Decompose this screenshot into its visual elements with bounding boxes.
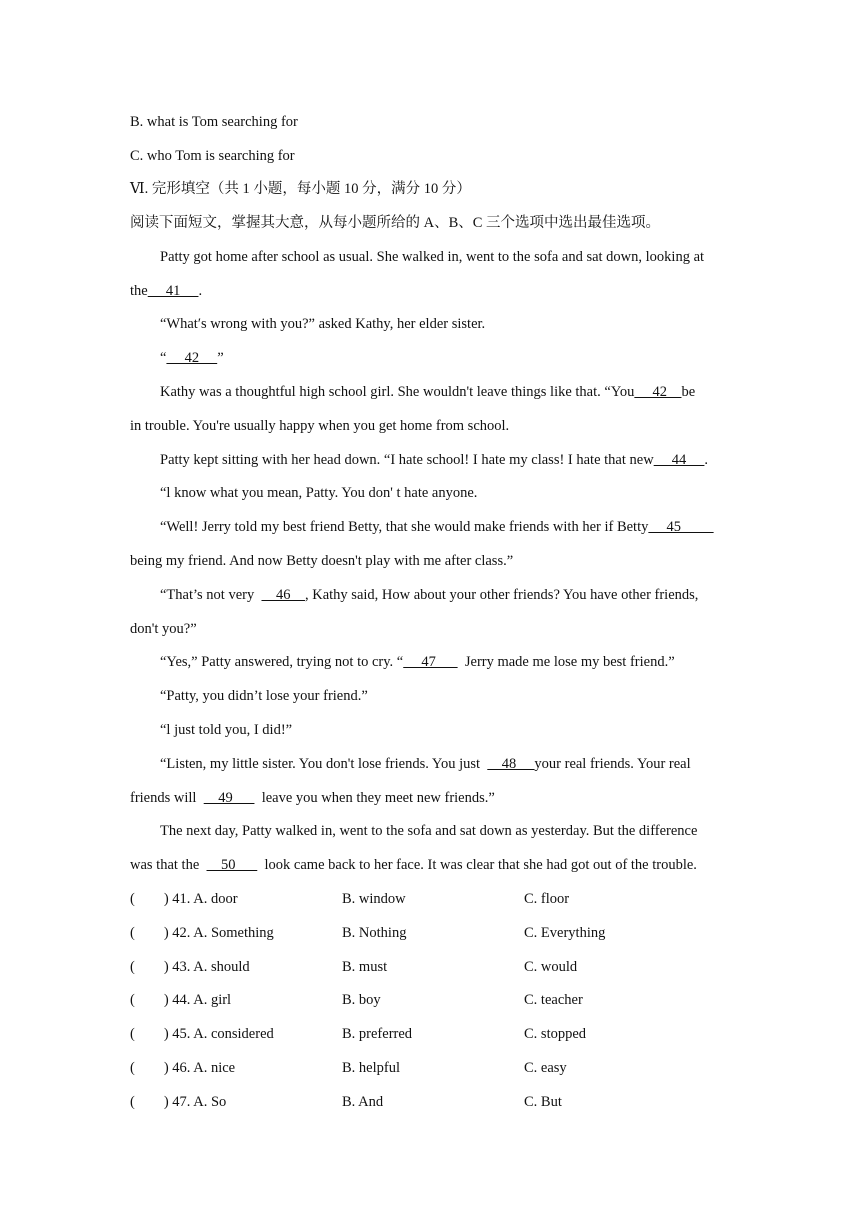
passage-text: was that the <box>130 857 207 873</box>
blank-49: 49 <box>203 790 255 806</box>
passage-text: the <box>130 283 148 299</box>
question-row <box>130 990 730 1010</box>
blank-41: 41 <box>147 283 199 299</box>
question-row <box>130 923 730 943</box>
question-option-b: B. must <box>342 959 388 975</box>
question-option-b: B. preferred <box>342 1026 413 1042</box>
question-option-b: B. Nothing <box>342 925 407 941</box>
blank-47: 47 <box>403 654 458 670</box>
passage-line: “What′s wrong with you?” asked Kathy, her elder sister. <box>160 316 486 332</box>
passage-text: “Yes,” Patty answered, trying not to cry. “ <box>160 654 404 670</box>
blank-48: 48 <box>487 756 535 772</box>
passage-text: leave you when they meet new friends.” <box>254 790 495 806</box>
question-option-c: C. teacher <box>524 992 583 1008</box>
passage-text: be <box>681 384 696 400</box>
question-option-c: C. easy <box>524 1060 567 1076</box>
passage-text: “That’s not very <box>160 587 262 603</box>
passage-line <box>130 855 730 875</box>
question-option-c: C. would <box>524 959 578 975</box>
question-row <box>130 957 730 977</box>
passage-line <box>160 450 730 470</box>
passage-line: The next day, Patty walked in, went to the sofa and sat down as yesterday. But the difference <box>160 823 698 839</box>
blank-44: 44 <box>653 452 705 468</box>
question-option-a: ( ) 43. A. should <box>130 959 250 975</box>
passage-line <box>130 788 730 808</box>
passage-line: don't you?” <box>130 621 197 637</box>
passage-line: “l just told you, I did!” <box>160 722 293 738</box>
blank-46: 46 <box>261 587 305 603</box>
blank-45: 45 <box>648 519 714 535</box>
passage-text: ” <box>217 350 224 366</box>
question-option-a: ( ) 41. A. door <box>130 891 238 907</box>
passage-line: being my friend. And now Betty doesn't play with me after class.” <box>130 553 514 569</box>
passage-text: Patty kept sitting with her head down. “I hate school! I hate my class! I hate that new <box>160 452 654 468</box>
question-row <box>130 1024 730 1044</box>
passage-line <box>160 585 730 605</box>
question-option-a: ( ) 44. A. girl <box>130 992 232 1008</box>
passage-line: “l know what you mean, Patty. You don' t hate anyone. <box>160 485 478 501</box>
question-option-b: B. helpful <box>342 1060 400 1076</box>
passage-line: “Patty, you didn’t lose your friend.” <box>160 688 368 704</box>
passage-text: . <box>198 283 203 299</box>
prev-option-c: C. who Tom is searching for <box>130 148 295 164</box>
question-option-a: ( ) 45. A. considered <box>130 1026 274 1042</box>
question-row <box>130 1058 730 1078</box>
passage-text: friends will <box>130 790 204 806</box>
question-option-c: C. floor <box>524 891 570 907</box>
passage-text: “Well! Jerry told my best friend Betty, that she would make friends with her if Betty <box>160 519 649 535</box>
question-row <box>130 889 730 909</box>
question-option-b: B. boy <box>342 992 381 1008</box>
question-option-c: C. But <box>524 1094 562 1110</box>
question-option-c: C. Everything <box>524 925 606 941</box>
passage-text: Kathy was a thoughtful high school girl. She wouldn't leave things like that. “You <box>160 384 635 400</box>
blank-43: 42 <box>634 384 682 400</box>
passage-text: look came back to her face. It was clear that she had got out of the trouble. <box>257 857 697 873</box>
question-option-b: B. window <box>342 891 406 907</box>
passage-text: Jerry made me lose my best friend.” <box>457 654 675 670</box>
section-heading: Ⅵ. 完形填空（共 1 小题，每小题 10 分，满分 10 分） <box>130 181 471 197</box>
passage-text: “ <box>160 350 167 366</box>
question-option-b: B. And <box>342 1094 384 1110</box>
passage-text: “Listen, my little sister. You don't lose friends. You just <box>160 756 488 772</box>
question-option-c: C. stopped <box>524 1026 587 1042</box>
question-option-a: ( ) 46. A. nice <box>130 1060 236 1076</box>
question-row <box>130 1092 730 1112</box>
section-instruction: 阅读下面短文，掌握其大意，从每小题所给的 A、B、C 三个选项中选出最佳选项。 <box>130 215 661 231</box>
question-option-a: ( ) 42. A. Something <box>130 925 274 941</box>
passage-line: Patty got home after school as usual. She walked in, went to the sofa and sat down, looking at <box>160 249 705 265</box>
passage-text: . <box>704 452 709 468</box>
passage-line <box>160 382 730 402</box>
passage-text: , Kathy said, How about your other friends? You have other friends, <box>304 587 699 603</box>
passage-line <box>160 517 730 537</box>
passage-line <box>130 281 730 301</box>
prev-option-b: B. what is Tom searching for <box>130 114 298 130</box>
passage-line <box>160 754 730 774</box>
passage-text: your real friends. Your real <box>534 756 691 772</box>
question-option-a: ( ) 47. A. So <box>130 1094 227 1110</box>
blank-50: 50 <box>206 857 258 873</box>
passage-line <box>160 652 730 672</box>
passage-line <box>160 348 730 368</box>
blank-42: 42 <box>166 350 218 366</box>
passage-line: in trouble. You're usually happy when you get home from school. <box>130 418 510 434</box>
